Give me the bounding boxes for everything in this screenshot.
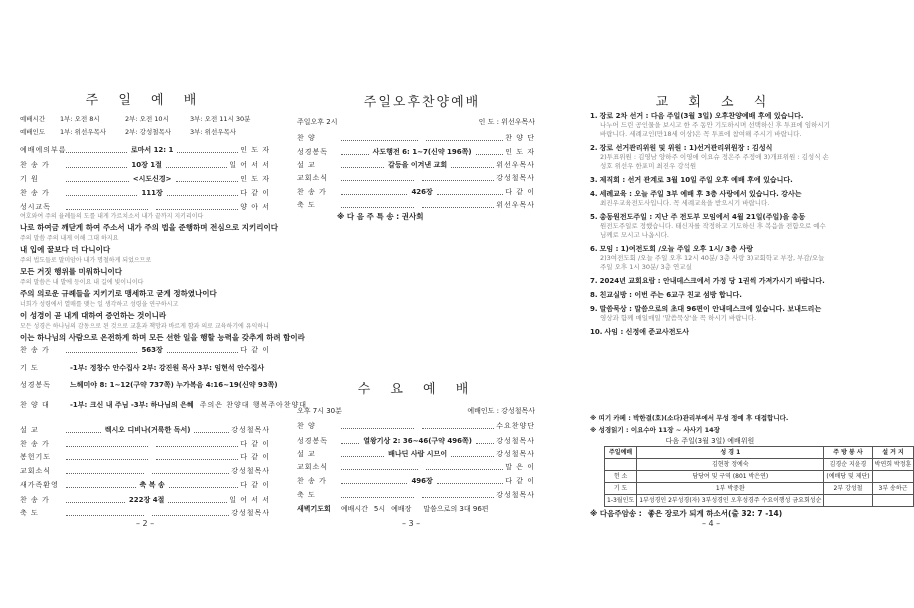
news-body: 원전도주일로 정했습니다. 태신자를 작정하고 기도하신 후 복음을 전함으로 예수님께로 모시고 나옵시다.: [600, 222, 826, 239]
row-label: 설 교: [20, 426, 39, 434]
service-leaders: [20, 127, 270, 138]
order-row: [20, 380, 278, 391]
order-row: [297, 421, 535, 432]
row-person: 인 도 자: [505, 148, 535, 156]
order-row: [297, 173, 535, 184]
row-person: 일 어 서 서: [229, 496, 270, 504]
row-person: 인 도 자: [240, 146, 271, 154]
leader-dots: [341, 194, 407, 195]
leader-dots: [341, 469, 418, 470]
reading-line: 모든 성경은 하나님의 감동으로 된 것으로 교훈과 책망과 바르게 함과 의로 교육하기에 유익하니: [20, 323, 269, 330]
order-row: [297, 160, 535, 171]
order-row: [297, 133, 535, 144]
leader-3: 3부: 위선우목사: [190, 128, 237, 137]
table-header-cell: 주일예배: [605, 447, 637, 459]
row-label: 찬 송 가: [20, 496, 50, 504]
row-value: 열왕기상 2: 36~46(구약 496쪽): [363, 437, 472, 445]
table-cell: [605, 459, 637, 471]
news-head: 제직회 : 선거 관계로 3월 10일 주일 오후 예배 후에 있습니다.: [599, 176, 793, 184]
row-person: 다 같 이: [240, 189, 270, 197]
row-value: -1부: 정창수 안수집사 2부: 강진원 목사 3부: 임현석 안수집사: [70, 364, 265, 372]
news-number: 9.: [590, 305, 598, 313]
note-reading: ※ 성경읽기 : 이요수아 11장 ~ 사사기 14장: [590, 426, 720, 434]
order-row: [297, 187, 535, 198]
row-label: 축 도: [20, 509, 39, 517]
leader-dots: [66, 152, 127, 153]
leader-dots: [156, 209, 238, 210]
order-row: [297, 147, 535, 158]
order-row: [297, 436, 535, 447]
leader-dots: [341, 167, 384, 168]
leader-dots: [167, 195, 238, 196]
service-times: [20, 114, 270, 125]
dawn-t4: 말씀으로의 3대 96편: [423, 505, 489, 513]
row-person: 찬 양 단: [505, 134, 535, 142]
wednesday-header: [297, 406, 535, 417]
order-row: [20, 452, 270, 463]
row-label: 기 원: [20, 175, 39, 183]
leader-1: 1부: 위선우목사: [60, 128, 107, 137]
row-value: 로마서 12: 1: [130, 146, 174, 154]
row-person: 강성철목사: [231, 509, 270, 517]
row-label: 찬 송 가: [297, 477, 327, 485]
leader-dots: [437, 194, 503, 195]
row-value: -1부: 크신 내 주님 -3부: 하나님의 은혜: [70, 401, 194, 409]
leader-dots: [341, 428, 414, 429]
leader-dots: [66, 181, 129, 182]
news-number: 6.: [590, 245, 598, 253]
row-label: 교회소식: [297, 174, 329, 182]
leaders-label: 예배인도: [20, 128, 46, 137]
order-row: [297, 449, 535, 460]
news-number: 8.: [590, 291, 598, 299]
reading-line: 이는 하나님의 사람으로 온전하게 하며 모든 선한 일을 행할 능력을 갖추게 하려 함이라: [20, 333, 305, 342]
leader-dots: [341, 483, 407, 484]
news-item: [590, 144, 830, 171]
row-label: 성경봉독: [297, 437, 329, 445]
news-item: [590, 112, 830, 139]
leader-dots: [341, 497, 414, 498]
dawn-label: 새벽기도회: [297, 505, 331, 513]
order-row: [20, 439, 270, 450]
row-label: 축 도: [297, 491, 316, 499]
afternoon-header: [297, 117, 535, 128]
leader-dots: [168, 502, 227, 503]
row-label: 예배에의부름: [20, 146, 67, 154]
row-person: 다 같 이: [240, 346, 270, 354]
leader-dots: [426, 469, 503, 470]
row-label: 찬 송 가: [20, 161, 50, 169]
row-person: 다 같 이: [505, 188, 535, 196]
news-number: 2.: [590, 144, 598, 152]
row-person: 위선우목사: [496, 161, 536, 169]
leader-dots: [426, 140, 503, 141]
leader-dots: [156, 446, 238, 447]
wednesday-service-title: 수 요 예 배: [357, 382, 477, 397]
news-item: [590, 245, 830, 272]
row-person: 인 도 자: [240, 175, 270, 183]
leader-dots: [476, 154, 504, 155]
reading-line: 주의 말씀은 내 발에 등이요 내 길에 빛이니이다: [20, 279, 144, 286]
leader-2: 2부: 강성철목사: [125, 128, 172, 137]
leader-dots: [66, 352, 137, 353]
leader-dots: [169, 487, 239, 488]
wednesday-time: 오후 7시 30분: [297, 407, 342, 415]
table-cell: 3부 송하근: [872, 483, 914, 495]
afternoon-time: 주일오후 2시: [297, 118, 338, 126]
row-label: 찬 양 대: [20, 401, 50, 409]
leader-dots: [341, 154, 369, 155]
leader-dots: [152, 473, 230, 474]
dawn-t3: 예배장: [391, 505, 412, 513]
reading-line: 나로 하여금 깨닫게 하여 주소서 내가 주의 법을 준행하며 전심으로 지키리이다: [20, 223, 278, 232]
order-row: [297, 476, 535, 487]
row-label: 성경봉독: [20, 381, 52, 389]
time-3: 3부: 오전 11시 30분: [190, 115, 251, 124]
news-item: [590, 328, 830, 337]
leader-dots: [422, 207, 495, 208]
church-news-title: 교 회 소 식: [655, 95, 775, 110]
table-caption: 다음 주일(3월 3일) 예배위원: [665, 437, 755, 445]
leader-dots: [422, 180, 495, 181]
order-row: [20, 202, 270, 213]
news-item: [590, 277, 830, 286]
row-person: 강성철목사: [231, 467, 270, 475]
order-row: [20, 345, 270, 356]
times-label: 예배시간: [20, 115, 46, 124]
leader-dots: [194, 432, 229, 433]
row-label: 새가족환영: [20, 481, 59, 489]
leader-dots: [176, 181, 239, 182]
row-label: 축 도: [297, 201, 316, 209]
row-value: 갈등을 이겨낸 교회: [388, 161, 448, 169]
row-person: 강성철목사: [496, 450, 536, 458]
order-row: [20, 160, 270, 171]
order-row: [20, 466, 270, 477]
row-person: 일 어 서 서: [229, 161, 270, 169]
row-value: <시도신경>: [132, 175, 172, 183]
news-head: 말씀묵상 : 말씀으로의 초대 96편이 안내데스크에 있습니다. 보내드리는: [599, 305, 822, 313]
note-cafe: ※ 띠기 카페 : 박한결(호)(소다)관리부에서 무성 정예 후 대접합니다.: [590, 414, 789, 422]
news-body: 최진우교육전도사입니다. 꼭 세례교육을 받으시기 바랍니다.: [600, 199, 770, 207]
row-value: 사도행전 6: 1~7(신약 196쪽): [372, 148, 472, 156]
order-row: [20, 174, 270, 185]
memory-text: 좋은 장로가 되게 하소서(출 32: 7 -14): [647, 508, 783, 518]
news-body: 2)3여전도회 /오늘 주일 오후 12시 40분/ 3층 사랑 3)교회학교 부장, 부감/오늘 주일 오후 1시 30분/ 3층 연교실: [600, 254, 825, 271]
news-head: 사임 : 신정애 준교사전도사: [604, 328, 689, 336]
dawn-prayer: [297, 504, 535, 515]
row-label: 설 교: [297, 161, 316, 169]
news-body: 나누어 드린 공인물을 보시고 한 주 동안 기도하시며 선택하신 후 투표에 임하시기 바랍니다. 세례교인(만18세 이상)은 꼭 투표에 참여해 주시기 바랍니다.: [600, 121, 830, 138]
row-value: 563장: [141, 346, 163, 354]
row-person: 수요찬양단: [496, 422, 535, 430]
leader-dots: [422, 428, 495, 429]
reading-line: 여호와여 주의 율례들의 도를 내게 가르치소서 내가 끝까지 지키리이다: [20, 213, 204, 220]
row-person: 강성철목사: [496, 491, 535, 499]
row-person: 강성철목사: [231, 426, 270, 434]
table-cell: 1-3월인도: [605, 495, 637, 507]
row-value: 느헤미야 8: 1~12(구약 737쪽) 누가복음 4:16~19(신약 93쪽): [70, 381, 278, 389]
news-number: 4.: [590, 190, 598, 198]
order-row: [297, 200, 535, 211]
row-person: 말 은 이: [505, 463, 535, 471]
row-value: 111장: [141, 189, 163, 197]
leader-dots: [66, 459, 148, 460]
leader-dots: [476, 443, 494, 444]
reading-line: 모든 거짓 행위를 미워하니이다: [20, 267, 123, 276]
row-person: 다 같 이: [240, 440, 270, 448]
dawn-t1: 예배시간: [340, 505, 368, 513]
row-person: 강성철목사: [496, 437, 535, 445]
table-cell: [824, 495, 872, 507]
reading-line: 이 성경이 곧 내게 대하여 증언하는 것이니라: [20, 311, 167, 320]
table-header-cell: 주 방 봉 사: [824, 447, 872, 459]
row-label: 찬 양: [297, 422, 316, 430]
row-label: 성경봉독: [297, 148, 329, 156]
row-person: 위선우목사: [496, 201, 535, 209]
order-row: [20, 480, 270, 491]
row-label: 설 교: [297, 450, 316, 458]
leader-dots: [437, 483, 503, 484]
row-value: 426장: [411, 188, 433, 196]
leader-dots: [451, 167, 494, 168]
row-value: 배나딘 사람 시므이: [388, 450, 448, 458]
leader-dots: [451, 456, 494, 457]
order-row: [20, 400, 308, 411]
row-person: 양 아 서: [240, 203, 270, 211]
afternoon-leader: 인 도 : 위선우목사: [478, 118, 535, 126]
order-row: [297, 490, 535, 501]
leader-dots: [156, 459, 238, 460]
table-cell: 1부성경인 2부성경(자) 3부성경인 오후성경주 수요이행성 금요회성순: [637, 495, 824, 507]
news-head: 총동원전도주일 : 지난 주 전도부 모임에서 4월 21일(주일)을 총동: [599, 213, 806, 221]
row-label: 찬 송 가: [297, 188, 327, 196]
news-item: [590, 213, 830, 240]
order-row: [20, 495, 270, 506]
row-label: 교회소식: [20, 467, 52, 475]
table-cell: 1부 박중완: [637, 483, 824, 495]
leader-dots: [341, 207, 414, 208]
leader-dots: [66, 195, 137, 196]
order-row: [20, 188, 270, 199]
leader-dots: [66, 473, 144, 474]
page-number: – 3 –: [402, 519, 421, 528]
leader-dots: [66, 432, 101, 433]
table-cell: 박연희 박정훈: [872, 459, 914, 471]
row-label: 교회소식: [297, 463, 329, 471]
table-cell: 김현창 정예숙: [637, 459, 824, 471]
reading-line: 주의 법도들로 말미암아 내가 명철하게 되었으므로: [20, 257, 152, 264]
reading-line: 내 입에 꿀보다 더 다니이다: [20, 245, 111, 254]
worship-staff-table: [590, 437, 912, 507]
news-head: 세례교육 : 오늘 주일 3부 예배 후 3층 사랑에서 있습니다. 강사는: [599, 190, 802, 198]
row-person: 다 같 이: [240, 481, 271, 489]
row-value: 222장 4절: [128, 496, 165, 504]
news-head: 2024년 교회요람 : 안내데스크에서 가정 당 1권씩 가져가시기 바랍니다.: [599, 277, 825, 285]
order-row: [20, 363, 270, 374]
table-cell: 헌 소: [605, 471, 637, 483]
row-person: 다 같 이: [240, 453, 270, 461]
order-row: [297, 462, 535, 473]
leader-dots: [341, 443, 359, 444]
row-label: 기 도: [20, 364, 39, 372]
leader-dots: [166, 167, 227, 168]
news-number: 7.: [590, 277, 598, 285]
page-number: – 2 –: [136, 519, 155, 528]
news-item: [590, 305, 830, 323]
leader-dots: [422, 497, 495, 498]
news-body: 영상과 함께 매일매일 '말씀묵상'을 꼭 하시기 바랍니다.: [600, 314, 757, 322]
leader-dots: [66, 446, 148, 447]
leader-dots: [66, 209, 148, 210]
table-cell: (예배당 및 제단): [824, 471, 872, 483]
reading-line: 주의 말씀 주의 내게 이해 그대 하지요: [20, 235, 119, 242]
row-value: 축 복 송: [139, 481, 165, 489]
leader-dots: [341, 180, 414, 181]
order-row: [20, 145, 270, 156]
next-week-special: ※ 다 음 주 특 송 : 권사회: [337, 212, 424, 221]
row-person: 다 같 이: [505, 477, 535, 485]
memory-label: ※ 다음주암송 :: [590, 508, 642, 518]
table-cell: 2부 강성철: [824, 483, 872, 495]
news-number: 1.: [590, 112, 598, 120]
row-value: 10장 1절: [131, 161, 162, 169]
row-label: 찬 송 가: [20, 440, 50, 448]
news-body: 2)투표위원 : 김영남 양하주 이영애 이요슈 정은주 주정애 3)개표위원 : 김성식 손성호 위선우 한포미 최진우 강석원: [600, 153, 829, 170]
row-label: 찬 송 가: [20, 189, 50, 197]
news-head: 모임 : 1)여전도회 /오늘 주일 오후 1시/ 3층 사랑: [599, 245, 754, 253]
sunday-service-title: 주 일 예 배: [85, 93, 205, 108]
leader-dots: [341, 456, 384, 457]
news-number: 3.: [590, 176, 598, 184]
page-number: – 4 –: [702, 519, 721, 528]
table-cell: 담당여 및 구역 (801 박은연): [637, 471, 824, 483]
staff-table: [604, 446, 914, 507]
row-value: 렉시오 디비나(거룩한 독서): [104, 426, 191, 434]
reading-line: 주의 의로운 규례들을 지키기로 맹세하고 굳게 정하였나이다: [20, 289, 217, 298]
leader-dots: [167, 352, 238, 353]
news-head: 친교실방 : 이번 주는 6교구 친교 섬방 합니다.: [599, 291, 742, 299]
table-header-cell: 성 경 1: [637, 447, 824, 459]
table-cell: 김경순 지윤경: [824, 459, 872, 471]
leader-dots: [66, 167, 127, 168]
reading-line: 너희가 성령에서 열매를 맺는 일 생각하고 성령을 연구하시고: [20, 301, 179, 308]
leader-dots: [341, 140, 418, 141]
row-person: 강성철목사: [496, 174, 535, 182]
row-label: 찬 송 가: [20, 346, 50, 354]
row-label: 찬 양: [297, 134, 316, 142]
news-number: 10.: [590, 328, 603, 336]
order-row: [20, 508, 270, 519]
afternoon-service-title: 주일오후찬양예배: [363, 95, 481, 110]
table-cell: [872, 495, 914, 507]
leader-dots: [177, 152, 238, 153]
order-row: [20, 425, 270, 436]
leader-dots: [66, 487, 136, 488]
row-label: 봉헌기도: [20, 453, 52, 461]
row-person: 주의은 찬양대 행복주아찬양대: [199, 401, 308, 409]
row-value: 496장: [411, 477, 433, 485]
table-cell: [872, 471, 914, 483]
news-item: [590, 190, 830, 208]
news-head: 장로 선거관리위원 및 위원 : 1)선거관리위원장 : 김성식: [599, 144, 773, 152]
leader-dots: [66, 502, 125, 503]
dawn-t2: 5시: [373, 505, 386, 513]
leader-dots: [66, 515, 144, 516]
row-label: 성시교독: [20, 203, 52, 211]
leader-dots: [152, 515, 230, 516]
wednesday-leader: 예배인도 : 강성철목사: [467, 407, 535, 415]
time-1: 1부: 오전 8시: [60, 115, 100, 124]
time-2: 2부: 오전 10시: [125, 115, 169, 124]
news-item: [590, 291, 830, 300]
memory-verse: [590, 508, 830, 519]
news-head: 장로 2차 선거 : 다음 주일(3월 3일) 오후찬양예배 후에 있습니다.: [599, 112, 804, 120]
news-item: [590, 176, 830, 185]
table-cell: 기 도: [605, 483, 637, 495]
news-number: 5.: [590, 213, 598, 221]
table-header-cell: 설 거 지: [872, 447, 914, 459]
